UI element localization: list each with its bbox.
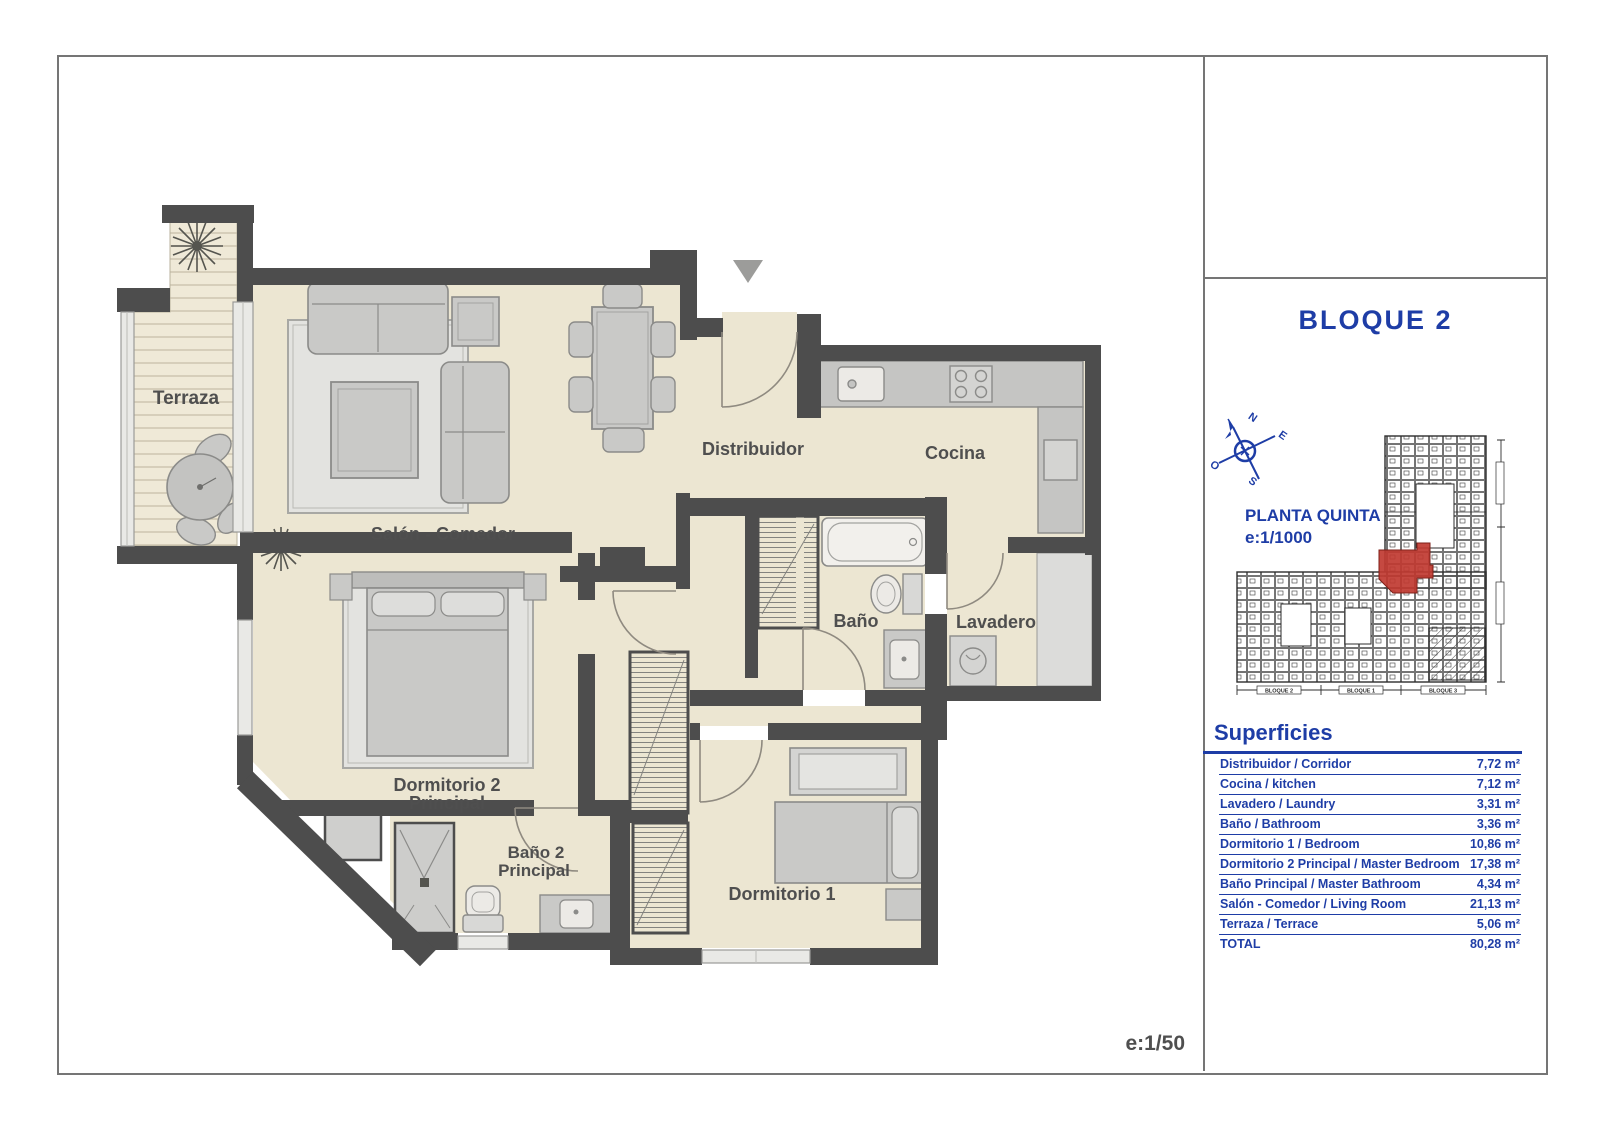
- row-label: TOTAL: [1220, 937, 1261, 951]
- pillow: [372, 592, 435, 616]
- toilet: [871, 574, 922, 614]
- room-label-bano2-1: Baño 2: [507, 843, 565, 862]
- row-label: Distribuidor / Corridor: [1220, 757, 1352, 771]
- row-value: 17,38 m²: [1469, 857, 1520, 871]
- row-label: Baño Principal / Master Bathroom: [1220, 877, 1421, 891]
- row-label: Dormitorio 2 Principal / Master Bedroom: [1220, 857, 1460, 871]
- surfaces-heading: Superficies: [1214, 720, 1333, 745]
- bathroom-sink: [884, 630, 926, 688]
- nightstand: [524, 574, 546, 600]
- site-plan-bottom-labels: [1257, 686, 1465, 695]
- compass-s: S: [1245, 474, 1259, 489]
- compass-o: O: [1207, 458, 1222, 474]
- table-row: [1219, 795, 1521, 815]
- row-value: 3,36 m²: [1476, 817, 1520, 831]
- table-row: [1219, 895, 1521, 915]
- table-row: [1219, 835, 1521, 855]
- bloque-label: BLOQUE 2: [1264, 688, 1294, 695]
- washing-machine: [950, 636, 996, 686]
- row-value: 3,31 m²: [1476, 797, 1520, 811]
- row-value: 7,72 m²: [1476, 757, 1520, 771]
- table-row: [1219, 915, 1521, 935]
- row-value: 5,06 m²: [1476, 917, 1520, 931]
- table-row: [1219, 815, 1521, 835]
- row-label: Dormitorio 1 / Bedroom: [1220, 837, 1360, 851]
- wardrobe: [630, 652, 688, 813]
- room-label-lavadero: Lavadero: [955, 612, 1037, 632]
- toilet: [463, 886, 503, 932]
- room-label-dorm2-2: Principal: [408, 793, 486, 813]
- surfaces-table: [1219, 755, 1521, 954]
- compass-e: E: [1275, 428, 1289, 443]
- room-label-cocina: Cocina: [924, 443, 986, 463]
- room-label-dorm2-1: Dormitorio 2: [393, 775, 501, 795]
- site-plan: [1233, 432, 1510, 702]
- row-value: 21,13 m²: [1469, 897, 1520, 911]
- room-label-bano2-2: Principal: [498, 861, 570, 880]
- room-label-distribuidor: Distribuidor: [702, 439, 804, 459]
- pillow: [441, 592, 504, 616]
- row-label: Baño / Bathroom: [1220, 817, 1321, 831]
- table-row: [1219, 755, 1521, 775]
- row-label: Terraza / Terrace: [1220, 917, 1319, 931]
- room-label-dorm1: Dormitorio 1: [728, 884, 836, 904]
- room-label-bano: Baño: [833, 611, 879, 631]
- single-bed: [775, 802, 922, 883]
- panel-divider: [1205, 277, 1546, 279]
- table-row: [1219, 775, 1521, 795]
- block-title: BLOQUE 2: [1298, 305, 1453, 335]
- laundry-fixtures: [950, 636, 996, 686]
- row-value: 4,34 m²: [1476, 877, 1520, 891]
- bloque-label: BLOQUE 1: [1346, 688, 1376, 695]
- table-row: [1219, 855, 1521, 875]
- surfaces-rule: [1203, 751, 1522, 754]
- room-label-terraza: Terraza: [152, 388, 220, 409]
- table-row-total: [1219, 935, 1521, 954]
- drying-patio: [1037, 553, 1092, 686]
- sheet-scale-label: e:1/50: [1125, 1032, 1185, 1055]
- entrance-arrow-icon: [733, 260, 763, 283]
- room-label-salon: Salón - Comedor: [370, 524, 516, 544]
- headboard: [352, 572, 524, 588]
- compass-n: N: [1245, 410, 1260, 426]
- planta-scale: e:1/1000: [1245, 528, 1313, 547]
- nightstand: [330, 574, 352, 600]
- dining-table: [592, 307, 653, 429]
- bathtub: [822, 518, 928, 566]
- vanity-sink: [540, 895, 613, 933]
- row-value: 10,86 m²: [1469, 837, 1520, 851]
- table-row: [1219, 875, 1521, 895]
- side-table: [452, 297, 499, 346]
- bloque-label: BLOQUE 3: [1428, 688, 1458, 695]
- row-value: 7,12 m²: [1476, 777, 1520, 791]
- planta-name: PLANTA QUINTA: [1245, 506, 1381, 525]
- row-label: Lavadero / Laundry: [1220, 797, 1336, 811]
- row-value: 80,28 m²: [1469, 937, 1520, 951]
- nightstand: [886, 889, 924, 920]
- master-bedroom-furniture: [330, 572, 546, 768]
- row-label: Salón - Comedor / Living Room: [1220, 897, 1407, 911]
- row-label: Cocina / kitchen: [1220, 777, 1316, 791]
- coffee-table: [331, 382, 418, 478]
- info-panel: [1203, 57, 1546, 1071]
